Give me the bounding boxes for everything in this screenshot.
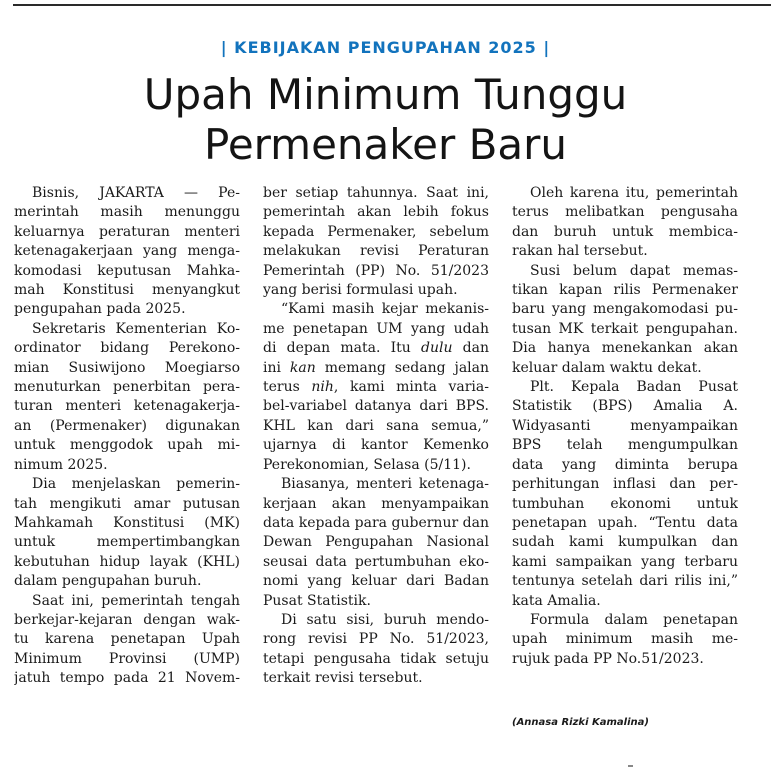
article-line: nomi yang keluar dari Badan bbox=[263, 573, 489, 590]
article-line: rujuk pada PP No.51/2023. bbox=[512, 650, 704, 667]
article-column-2 bbox=[263, 184, 489, 689]
article-line: penetapan upah. “Tentu data bbox=[512, 514, 738, 531]
article-line: nimum 2025. bbox=[14, 456, 108, 473]
article-line: Sekretaris Kementerian Ko- bbox=[32, 320, 240, 337]
article-line: mian Susiwijono Moegiarso bbox=[14, 359, 240, 376]
article-line: tentunya setelah dari rilis ini,” bbox=[512, 573, 738, 590]
headline bbox=[0, 70, 771, 170]
article-line: tikan kapan rilis Permenaker bbox=[512, 282, 738, 299]
article-line: tetapi pengusaha tidak setuju bbox=[263, 650, 489, 667]
article-line: turan menteri ketenagakerja- bbox=[14, 398, 240, 415]
article-line: kebutuhan hidup layak (KHL) bbox=[14, 553, 240, 570]
article-line: menuturkan penerbitan pera- bbox=[14, 379, 240, 396]
article-line: Pemerintah (PP) No. 51/2023 bbox=[263, 262, 489, 279]
article-line: terus melibatkan pengusaha bbox=[512, 204, 738, 221]
article-line: kerjaan akan menyampaikan bbox=[263, 495, 489, 512]
article-line: baru yang mengakomodasi pu- bbox=[512, 301, 738, 318]
article-line: keluar dalam waktu dekat. bbox=[512, 359, 702, 376]
article-line: KHL kan dari sana semua,” bbox=[263, 417, 489, 434]
article-line: data kepada para gubernur dan bbox=[263, 514, 489, 531]
article-line: keluarnya peraturan menteri bbox=[14, 223, 240, 240]
article-line: berkejar-kejaran dengan wak- bbox=[14, 611, 240, 628]
article-line: Formula dalam penetapan bbox=[530, 611, 738, 628]
article-line: “Kami masih kejar mekanis- bbox=[281, 301, 489, 318]
article-line: seusai data pertumbuhan eko- bbox=[263, 553, 489, 570]
article-line: kami sampaikan yang terbaru bbox=[512, 553, 738, 570]
article-line: data yang diminta berupa bbox=[512, 456, 738, 473]
article-line: Mahkamah Konstitusi (MK) bbox=[14, 514, 240, 531]
article-line: upah minimum masih me- bbox=[512, 631, 738, 648]
article-line: ordinator bidang Perekono- bbox=[14, 340, 240, 357]
article-line: Pusat Statistik. bbox=[263, 592, 371, 609]
article-line: Bisnis, JAKARTA — Pe- bbox=[32, 185, 240, 201]
article-line: yang berisi formulasi upah. bbox=[263, 282, 458, 299]
article-line: komodasi keputusan Mahka- bbox=[14, 262, 240, 279]
article-line: ini kan memang sedang jalan bbox=[263, 359, 489, 376]
article-line: merintah masih menunggu bbox=[14, 204, 240, 221]
article-line: Statistik (BPS) Amalia A. bbox=[512, 398, 738, 415]
article-line: tusan MK terkait pengupahan. bbox=[512, 320, 738, 337]
article-line: Perekonomian, Selasa (5/11). bbox=[263, 456, 471, 473]
article-line: Minimum Provinsi (UMP) bbox=[14, 650, 240, 667]
article-line: pemerintah akan lebih fokus bbox=[263, 204, 489, 221]
article-line: kata Amalia. bbox=[512, 592, 601, 609]
article-line: rong revisi PP No. 51/2023, bbox=[263, 631, 489, 648]
article-line: dalam pengupahan buruh. bbox=[14, 573, 202, 590]
article-line: ujarnya di kantor Kemenko bbox=[263, 437, 489, 454]
article-line: Biasanya, menteri ketenaga- bbox=[281, 476, 489, 493]
article-line: ber setiap tahunnya. Saat ini, bbox=[263, 185, 489, 201]
article-line: kepada Permenaker, sebelum bbox=[263, 223, 489, 240]
article-line: sudah kami kumpulkan dan bbox=[512, 534, 738, 551]
page-mark bbox=[628, 765, 633, 767]
article-line: Saat ini, pemerintah tengah bbox=[32, 592, 240, 609]
article-line: tu karena penetapan Upah bbox=[14, 631, 240, 648]
article-line: terkait revisi tersebut. bbox=[263, 670, 423, 687]
article-line: Plt. Kepala Badan Pusat bbox=[530, 379, 738, 396]
article-line: Susi belum dapat memas- bbox=[530, 262, 738, 279]
article-column-3 bbox=[512, 184, 738, 669]
author-byline: (Annasa Rizki Kamalina) bbox=[512, 717, 649, 728]
article-line: tumbuhan ekonomi untuk bbox=[512, 495, 738, 512]
article-line: tah mengikuti amar putusan bbox=[14, 495, 240, 512]
article-line: an (Permenaker) digunakan bbox=[14, 417, 240, 434]
article-line: me penetapan UM yang udah bbox=[263, 320, 489, 337]
headline-line-1: Upah Minimum Tunggu bbox=[143, 70, 628, 119]
article-line: Widyasanti menyampaikan bbox=[512, 417, 738, 434]
top-rule bbox=[13, 4, 771, 6]
article-line: untuk mempertimbangkan bbox=[14, 534, 240, 551]
article-line: Oleh karena itu, pemerintah bbox=[530, 185, 738, 201]
article-line: BPS telah mengumpulkan bbox=[512, 437, 738, 454]
article-line: mah Konstitusi menyangkut bbox=[14, 282, 240, 299]
article-line: rakan hal tersebut. bbox=[512, 243, 648, 260]
headline-line-2: Permenaker Baru bbox=[203, 120, 568, 169]
article-line: bel-variabel datanya dari BPS. bbox=[263, 398, 489, 415]
article-line: Dia hanya menekankan akan bbox=[512, 340, 738, 357]
article-line: jatuh tempo pada 21 Novem- bbox=[14, 670, 240, 687]
article-line: dan buruh untuk membica- bbox=[512, 223, 738, 240]
article-line: perhitungan inflasi dan per- bbox=[512, 476, 738, 493]
article-line: melakukan revisi Peraturan bbox=[263, 243, 489, 260]
article-line: untuk menggodok upah mi- bbox=[14, 437, 240, 454]
article-line: terus nih, kami minta varia- bbox=[263, 379, 489, 396]
article-line: ketenagakerjaan yang menga- bbox=[14, 243, 240, 260]
article-line: Dewan Pengupahan Nasional bbox=[263, 534, 489, 551]
section-kicker: | KEBIJAKAN PENGUPAHAN 2025 | bbox=[220, 38, 551, 57]
article-line: Di satu sisi, buruh mendo- bbox=[281, 611, 489, 628]
article-line: Dia menjelaskan pemerin- bbox=[32, 476, 240, 493]
article-column-1 bbox=[14, 184, 240, 689]
article-line: pengupahan pada 2025. bbox=[14, 301, 186, 318]
article-line: di depan mata. Itu dulu dan bbox=[263, 340, 489, 357]
